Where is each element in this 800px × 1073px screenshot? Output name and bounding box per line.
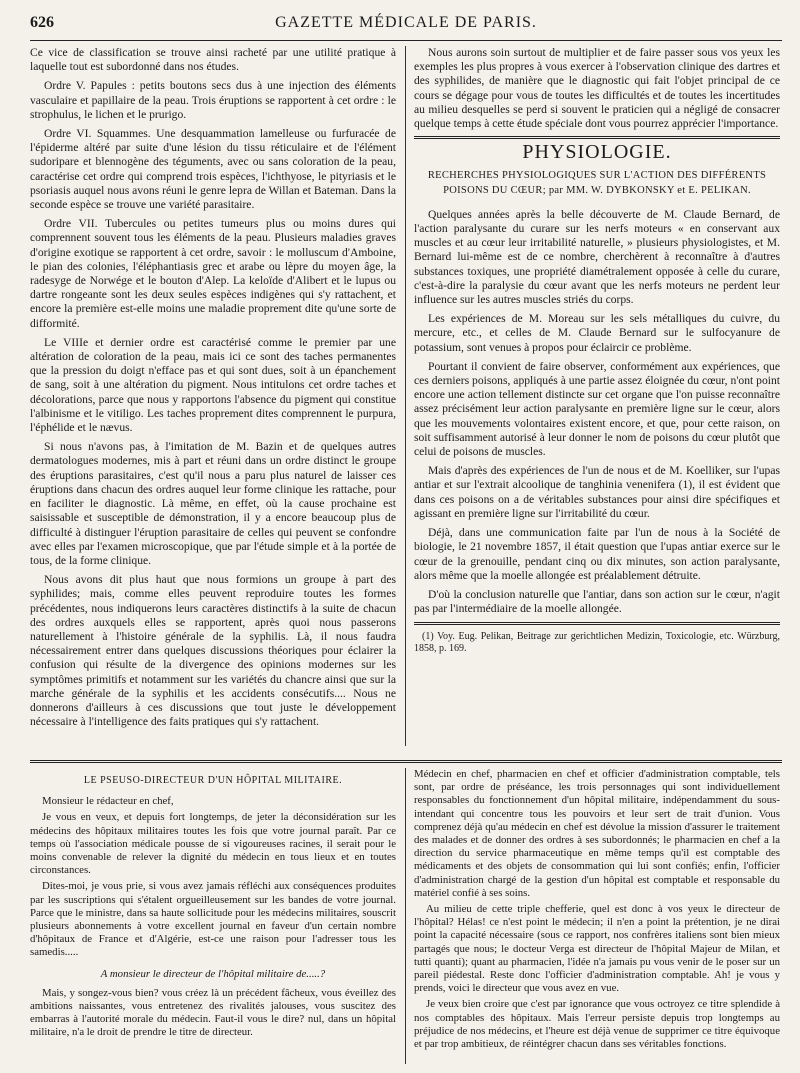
letter-right-column (414, 768, 780, 1054)
article-title: RECHERCHES PHYSIOLOGIQUES SUR L'ACTION DES DIFFÉRENTS POISONS DU CŒUR; par MM. W. DYBKONSKY et E. PELIKAN. (427, 170, 767, 196)
paragraph: Ordre V. Papules : petits boutons secs dus à une injection des éléments vasculaire et papillaire de la peau. Trois éruptions se rapportent à cet ordre : le strophulus, le lichen et le prurigo. (30, 79, 396, 121)
paragraph: Le VIIIe et dernier ordre est caractérisé comme le premier par une altération de coloration de la peau, mais ici ce sont des taches permanentes que la pression du doigt n'efface pas et qui sont dues, soit à un épanchement de sang, soit à une altération du pigment. Nous intitulons cet ordre taches et décolorations, parce que nous y rapportons l'absence du pigment qui constitue l'albinisme et le vitiligo. Les taches proprement dites comprennent le purpura, l'éphélide et le nævus. (30, 335, 396, 435)
paragraph: Médecin en chef, pharmacien en chef et officier d'administration comptable, tels sont, par ordre de préséance, les trois personnages qui sont individuellement responsables du fonctionnement d'un hôpital militaire, indépendamment du sous-intendant qui concentre tous les pouvoirs et leur sert de trait d'union. Vous comprenez déjà qu'au médecin en chef est dévolue la mission d'assurer le traitement des malades et de donner des ordres à ses subordonnés; le pharmacien en chef a la direction du service pharmaceutique en même temps qu'il est comptable des médicaments et des objets de consommation qui lui sont confiés; enfin, l'officier d'administration chargé de la gestion d'un hôpital est comptable et responsable du matériel confié à ses soins. (414, 768, 780, 899)
paragraph: Déjà, dans une communication faite par l'un de nous à la Société de biologie, le 21 novembre 1857, il était question que l'upas antiar exerce sur le cœur de la grenouille, pendant cinq ou dix minutes, son action paralysante, alors même que la moelle allongée est préalablement détruite. (414, 526, 780, 582)
section-title: PHYSIOLOGIE. (522, 141, 672, 164)
paragraph: Nous avons dit plus haut que nous formions un groupe à part des syphilides; mais, comme elles peuvent reproduire toutes les formes précédentes, nous indiquerons leurs caractères distinctifs à la suite de chacun des ordres auxquels elles se rapportent, après quoi nous passerons naturellement à l'histoire générale de la syphilis. Là, il nous faudra nécessairement entrer dans quelques discussions théoriques pour éclairer la confusion qui résulte de la divergence des opinions modernes sur les symptômes primitifs et notamment sur les variétés du chancre ainsi que sur la marche générale de la syphilis et les accidents consécutifs.... Nous ne donnerons d'ailleurs à ces discussions que tout juste le développement nécessaire à l'intelligence des faits pratiques qui s'y rattachent. (30, 573, 396, 729)
paragraph: Je vous en veux, et depuis fort longtemps, de jeter la déconsidération sur les médecins des hôpitaux militaires toutes les fois que votre journal paraît. Par ce temps où l'association médicale pousse de si vigoureuses racines, il serait pour le moins convenable de relever la dignité du médecin en tous lieux et en toutes circonstances. (30, 811, 396, 877)
column-divider (405, 46, 406, 746)
footnote-rule (414, 622, 780, 625)
page-number: 626 (30, 14, 54, 31)
paragraph: Ordre VII. Tubercules ou petites tumeurs plus ou moins dures qui comprennent souvent tous les éléments de la peau. Plusieurs maladies graves d'origine exotique se rapportent à cet ordre, savoir : le molluscum d'Amboine, le pian des colonies, l'éléphantiasis grec et arabe ou lèpre du moyen âge, la radesyge de Norwége et le bouton d'Alep. La keloïde d'Alibert et le lupus ou dartre rongeante sont les deux seules espèces indigènes qui s'y rattachent, et encore la première est-elle moins une maladie proprement dite qu'une sorte de difformité. (30, 217, 396, 330)
header-rule (30, 40, 782, 41)
running-title: GAZETTE MÉDICALE DE PARIS. (275, 14, 537, 31)
page-header (30, 14, 782, 36)
paragraph: Pourtant il convient de faire observer, conformément aux expériences, que ces derniers poisons, appliqués à une partie assez éloignée du cœur, n'ont point encore une action tellement distincte sur cet organe que l'on puisse reconnaître assez précisément leur action paralysante en première ligne sur le cœur, alors que les mouvements volontaires existent encore, et que, pour cette raison, on soit suffisamment autorisé à leur donner le nom de poisons du cœur plutôt que celui de poisons de muscles. (414, 359, 780, 459)
paragraph: Si nous n'avons pas, à l'imitation de M. Bazin et de quelques autres dermatologues modernes, mis à part et réuni dans un ordre distinct le groupe des éruptions parasitaires, c'est qu'il nous a paru plus naturel de laisser ces éruptions dans chacun des ordres auquel leur forme clinique les rattache, pour en faciliter le diagnostic. Là même, en effet, où la cause prochaine est saisissable et susceptible de démonstration, il y a encore beaucoup plus de difficulté à distinguer l'éruption parasitaire de celles qui peuvent se confondre avec elles par l'examen microscopique, que par l'étude simple et à la portée de tous, de la forme clinique. (30, 440, 396, 567)
letter-title: LE PSEUSO-DIRECTEUR D'UN HÔPITAL MILITAIRE. (83, 775, 343, 786)
paragraph: Mais, y songez-vous bien? vous créez là un précédent fâcheux, vous éveillez des ambitions naissantes, vous entretenez des rivalités jalouses, vous suscitez des embarras à l'autorité morale du médecin. Faut-il vous le dire? nul, dans un hôpital militaire, n'a le droit de prendre le titre de directeur. (30, 986, 396, 1039)
letter-address: A monsieur le directeur de l'hôpital militaire de.....? (100, 967, 326, 980)
paragraph: Ce vice de classification se trouve ainsi racheté par une utilité pratique à laquelle tout est subordonné dans nos études. (30, 46, 396, 74)
letter-salutation: Monsieur le rédacteur en chef, (42, 795, 174, 808)
paragraph: Nous aurons soin surtout de multiplier et de faire passer sous vos yeux les exemples les plus propres à vous exercer à l'observation clinique des dartres et des syphilides, de manière que le diagnostic qui fait l'objet principal de ce cours se dégage pour vous de toutes les difficultés et de toutes les incertitudes au milieu desquelles se perd si souvent le praticien qui a négligé de consacrer quelque temps à cette étude spéciale dont vous pourrez apprécier l'importance. (414, 46, 780, 131)
letter-left-column (30, 768, 396, 1043)
footnote: (1) Voy. Eug. Pelikan, Beitrage zur gerichtlichen Medizin, Toxicologie, etc. Würzburg, 1858, p. 169. (414, 631, 780, 655)
paragraph: Ordre VI. Squammes. Une desquammation lamelleuse ou furfuracée de l'épiderme altéré par suite d'une lésion du tissu réticulaire et de l'élément sudoripare et blennogène des téguments, avec ou sans coloration de la peau, caractérise cet ordre qui comprend trois espèces, l'ichthyose, le pityriasis et le psoriasis auquel nous avons réuni le genre lepra de Willan et Bateman. Dans la seconde espèce se trouve une variété parasitaire. (30, 127, 396, 212)
paragraph: Les expériences de M. Moreau sur les sels métalliques du cuivre, du mercure, etc., et celles de M. Claude Bernard sur le sulfocyanure de potassium, sont venues à propos pour éclaircir ce problème. (414, 312, 780, 354)
feuilleton-rule (30, 760, 782, 763)
column-divider (405, 768, 406, 1064)
paragraph: D'où la conclusion naturelle que l'antiar, dans son action sur le cœur, n'agit pas par l'intermédiaire de la moelle allongée. (414, 587, 780, 616)
section-rule (414, 136, 780, 139)
paragraph: Quelques années après la belle découverte de M. Claude Bernard, de l'action paralysante du curare sur les nerfs moteurs « en conservant aux muscles et au cœur leur irritabilité naturelle, » plusieurs physiologistes, et M. Bernard lui-même est de ce nombre, cherchèrent à reconnaître à d'autres substances toxiques, une propriété diamétralement opposée à celle du curare, c'est-à-dire la paralysie du cœur avant que les nerfs moteurs ne perdent leur influence sur les autres muscles striés du corps. (414, 207, 780, 307)
paragraph: Mais d'après des expériences de l'un de nous et de M. Koelliker, sur l'upas antiar et sur l'extrait alcoolique de tanghinia venenifera (1), il est évident que dans ces poisons on a de véritables substances pour ainsi dire spécifiques et agissant en première ligne sur l'irritabilité du cœur. (414, 464, 780, 520)
paragraph: Au milieu de cette triple chefferie, quel est donc à vos yeux le directeur de l'hôpital? Hélas! ce n'est point le médecin; il n'en a point la prétention, je ne dirai point la capacité nécessaire (sous ce rapport, nos confrères italiens sont bien mieux partagés que nous; le docteur Verga est directeur de l'hôpital Majeur de Milan, et tutti quanti); quant au pharmacien, l'idée n'a jamais pu vous venir de le poser sur un pareil piédestal. Reste donc l'officier d'administration comptable. Ah! je vous y prends, voici le directeur que vous avez en vue. (414, 903, 780, 995)
right-column (414, 46, 780, 655)
paragraph: Dites-moi, je vous prie, si vous avez jamais réfléchi aux conséquences produites par les suscriptions qui s'étalent orgueilleusement sur les bandes de votre journal. Parce que le ministre, dans sa haute sollicitude pour les médecins militaires, souscrit plusieurs abonnements à votre excellent journal en faveur d'un certain nombre d'hôpitaux de France et d'Algérie, est-ce une raison pour l'adresser tous les samedis..... (30, 880, 396, 959)
paragraph: Je veux bien croire que c'est par ignorance que vous octroyez ce titre splendide à nos comptables des hôpitaux. Mais l'erreur persiste depuis trop longtemps au préjudice de nos médecins, et l'heure est déjà venue de supprimer ce titre équivoque et par trop ambitieux, de réintégrer chacun dans ses véritables fonctions. (414, 998, 780, 1051)
left-column (30, 46, 396, 734)
